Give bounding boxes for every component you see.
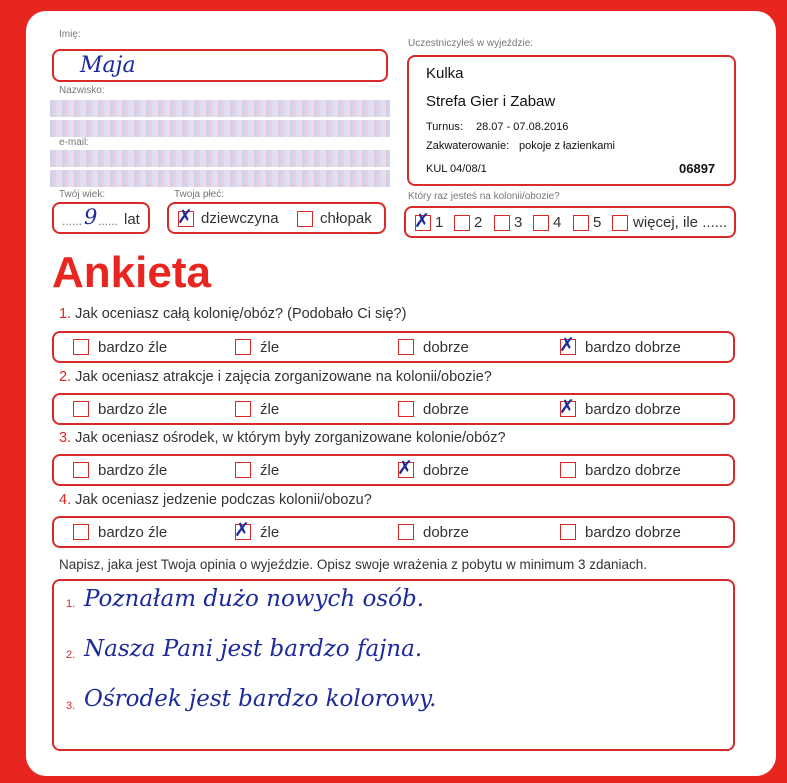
trip-number: 06897	[679, 161, 716, 176]
trip-info-box	[407, 55, 736, 186]
lodging-value: pokoje z łazienkami	[519, 140, 615, 152]
opinion-line-number-1: 1.	[66, 598, 76, 610]
q2-checkbox-very-good[interactable]	[559, 396, 576, 418]
times-checkbox-5[interactable]	[573, 215, 589, 231]
q3-checkbox-good[interactable]	[397, 457, 414, 479]
question-1: 1. Jak oceniasz całą kolonię/obóz? (Podobało Ci się?)	[59, 306, 407, 322]
page-title: Ankieta	[52, 248, 211, 297]
check-mark-icon: ✗	[397, 457, 413, 479]
q1-option-very-good: bardzo dobrze	[585, 339, 681, 356]
times-field	[404, 206, 736, 238]
q3-option-bad: źle	[260, 462, 280, 479]
turnus-label: Turnus:	[426, 121, 463, 133]
times-option-5: 5	[593, 214, 602, 231]
question-4: 4. Jak oceniasz jedzenie podczas kolonii/obozu?	[59, 492, 372, 508]
q4-option-very-good: bardzo dobrze	[585, 524, 681, 541]
age-unit: lat	[124, 211, 140, 228]
q4-option-good: dobrze	[423, 524, 469, 541]
times-checkbox-1[interactable]	[414, 210, 431, 232]
question-2: 2. Jak oceniasz atrakcje i zajęcia zorganizowane na kolonii/obozie?	[59, 369, 492, 385]
q1-checkbox-very-bad[interactable]	[73, 339, 89, 355]
opinion-line-number-2: 2.	[66, 649, 76, 661]
q1-option-good: dobrze	[423, 339, 469, 356]
gender-label: Twoja płeć:	[174, 189, 225, 200]
times-option-3: 3	[514, 214, 523, 231]
q3-checkbox-very-good[interactable]	[560, 462, 576, 478]
trip-label: Uczestniczyłeś w wyjeździe:	[408, 38, 534, 49]
q2-checkbox-bad[interactable]	[235, 401, 251, 417]
check-mark-icon: ✗	[414, 210, 430, 232]
times-checkbox-2[interactable]	[454, 215, 470, 231]
name-label: Imię:	[59, 29, 81, 40]
times-checkbox-more[interactable]	[612, 215, 628, 231]
q2-checkbox-very-bad[interactable]	[73, 401, 89, 417]
redacted-email-2	[50, 170, 390, 187]
opinion-line-1: Poznałam dużo nowych osób.	[84, 586, 425, 612]
q1-option-bad: źle	[260, 339, 280, 356]
opinion-prompt: Napisz, jaka jest Twoja opinia o wyjeździe. Opisz swoje wrażenia z pobytu w minimum 3 zdaniach.	[59, 557, 648, 572]
q3-option-very-bad: bardzo źle	[98, 462, 168, 479]
name-field[interactable]	[52, 49, 388, 82]
trip-subtitle: Strefa Gier i Zabaw	[426, 93, 556, 110]
times-option-1: 1	[435, 214, 444, 231]
name-value: Maja	[80, 53, 136, 78]
q2-checkbox-good[interactable]	[398, 401, 414, 417]
gender-option-girl: dziewczyna	[201, 210, 279, 227]
gender-field	[167, 202, 386, 234]
opinion-line-number-3: 3.	[66, 700, 76, 712]
gender-checkbox-boy[interactable]	[297, 211, 313, 227]
check-mark-icon: ✗	[559, 396, 575, 418]
redacted-surname-2	[50, 120, 390, 137]
q3-option-very-good: bardzo dobrze	[585, 462, 681, 479]
check-mark-icon: ✗	[177, 206, 193, 228]
q4-checkbox-very-good[interactable]	[560, 524, 576, 540]
redacted-surname	[50, 100, 390, 117]
q4-checkbox-bad[interactable]	[234, 519, 251, 541]
age-field[interactable]: ...... 9 ...... lat	[52, 202, 150, 234]
trip-code: KUL 04/08/1	[426, 163, 487, 175]
check-mark-icon: ✗	[234, 519, 250, 541]
times-option-more: więcej, ile ......	[633, 214, 728, 231]
opinion-line-3: Ośrodek jest bardzo kolorowy.	[84, 686, 437, 712]
gender-option-boy: chłopak	[320, 210, 372, 227]
q2-option-bad: źle	[260, 401, 280, 418]
q1-checkbox-good[interactable]	[398, 339, 414, 355]
q3-checkbox-very-bad[interactable]	[73, 462, 89, 478]
q1-checkbox-bad[interactable]	[235, 339, 251, 355]
q3-checkbox-bad[interactable]	[235, 462, 251, 478]
gender-checkbox-girl[interactable]	[177, 206, 194, 228]
redacted-email	[50, 150, 390, 167]
q4-option-very-bad: bardzo źle	[98, 524, 168, 541]
q1-checkbox-very-good[interactable]	[559, 334, 576, 356]
opinion-line-2: Nasza Pani jest bardzo fajna.	[84, 636, 423, 662]
times-checkbox-3[interactable]	[494, 215, 510, 231]
age-label: Twój wiek:	[59, 189, 106, 200]
times-label: Który raz jesteś na kolonii/obozie?	[408, 191, 560, 202]
q4-option-bad: źle	[260, 524, 280, 541]
times-option-4: 4	[553, 214, 562, 231]
question-4-answers	[52, 516, 735, 548]
times-checkbox-4[interactable]	[533, 215, 549, 231]
q4-checkbox-very-bad[interactable]	[73, 524, 89, 540]
trip-name: Kulka	[426, 65, 464, 82]
q2-option-very-good: bardzo dobrze	[585, 401, 681, 418]
question-2-answers	[52, 393, 735, 425]
email-label: e-mail:	[59, 137, 90, 148]
question-1-answers	[52, 331, 735, 363]
surname-label: Nazwisko:	[59, 85, 105, 96]
lodging-label: Zakwaterowanie:	[426, 140, 510, 152]
q4-checkbox-good[interactable]	[398, 524, 414, 540]
turnus-value: 28.07 - 07.08.2016	[476, 121, 569, 133]
q2-option-good: dobrze	[423, 401, 469, 418]
q1-option-very-bad: bardzo źle	[98, 339, 168, 356]
q2-option-very-bad: bardzo źle	[98, 401, 168, 418]
age-value: 9	[84, 205, 98, 229]
times-option-2: 2	[474, 214, 483, 231]
question-3: 3. Jak oceniasz ośrodek, w którym były zorganizowane kolonie/obóz?	[59, 430, 506, 446]
question-3-answers	[52, 454, 735, 486]
q3-option-good: dobrze	[423, 462, 469, 479]
check-mark-icon: ✗	[559, 334, 575, 356]
